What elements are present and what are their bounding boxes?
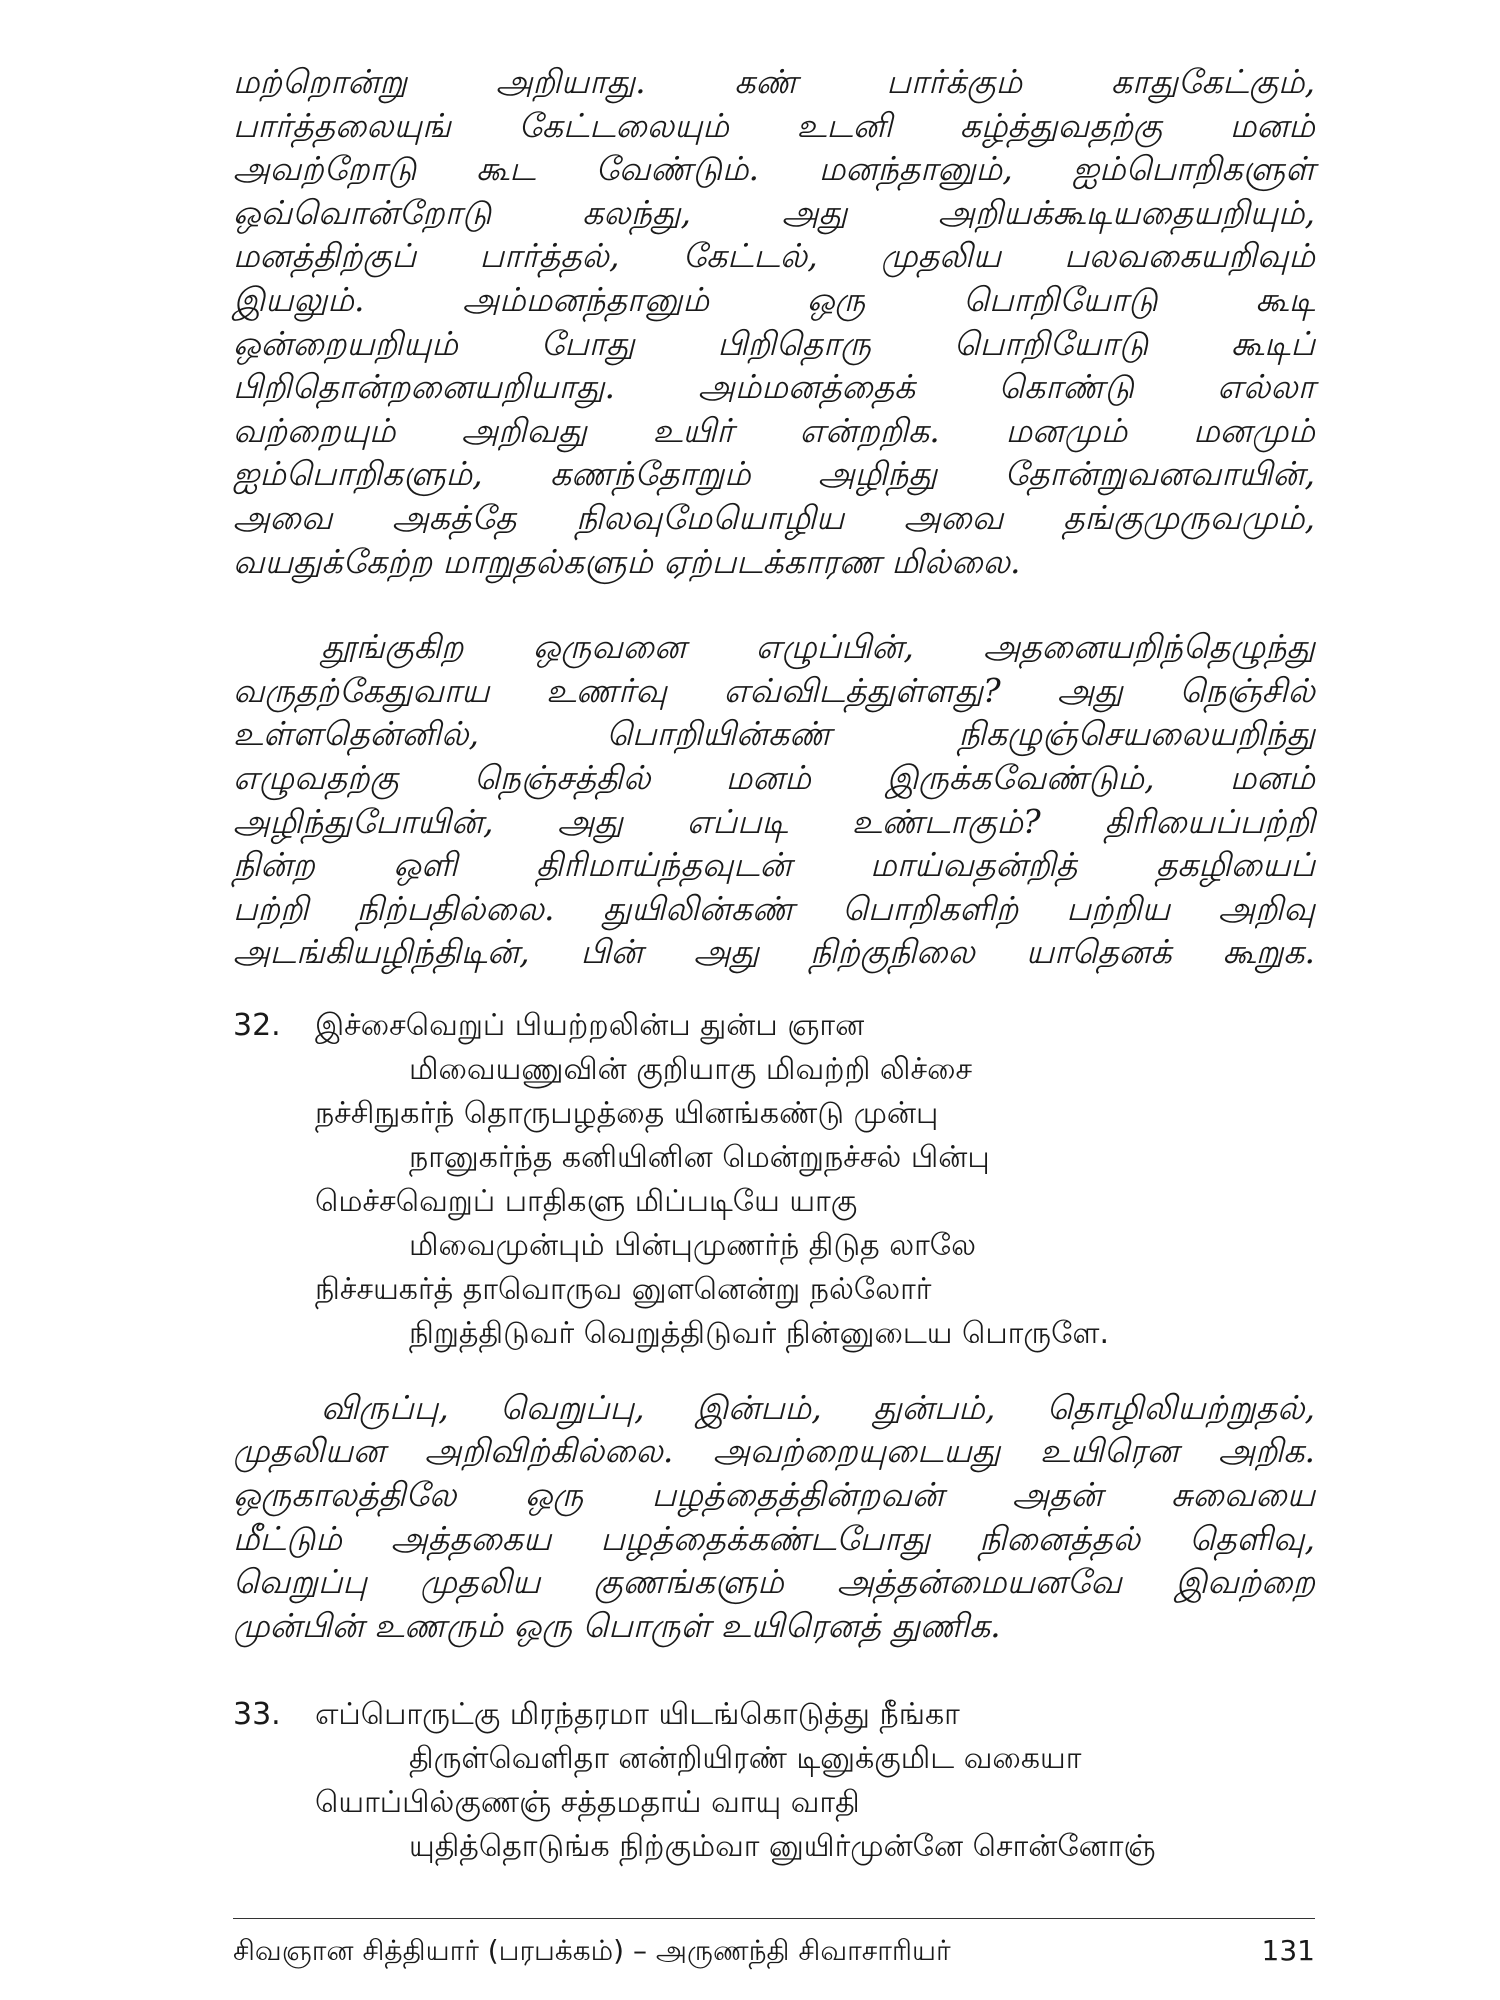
text-line: நின்ற ஒளி திரிமாய்ந்தவுடன் மாய்வதன்றித் தகழியைப் — [233, 845, 1315, 885]
verse-33 — [233, 1693, 1315, 1869]
text-line: உள்ளதென்னில், பொறியின்கண் நிகழுஞ்செயலையறிந்து — [233, 714, 1315, 754]
text-line: மற்றொன்று அறியாது. கண் பார்க்கும் காதுகேட்கும், — [233, 62, 1315, 101]
text-line: அழிந்துபோயின், அது எப்படி உண்டாகும்? திரியைப்பற்றி — [233, 801, 1315, 841]
text-line: அடங்கியழிந்திடின், பின் அது நிற்குநிலை யாதெனக் கூறுக. — [233, 932, 1315, 972]
text-line: முன்பின் உணரும் ஒரு பொருள் உயிரெனத் துணிக. — [233, 1605, 1001, 1645]
verse-line: நிச்சயகர்த் தாவொருவ னுளனென்று நல்லோர் — [315, 1271, 932, 1307]
verse-line: நானுகர்ந்த கனியினின மென்றுநச்சல் பின்பு — [409, 1139, 990, 1175]
text-line: ஒவ்வொன்றோடு கலந்து, அது அறியக்கூடியதையறியும், — [233, 192, 1315, 232]
page-body — [233, 60, 1315, 1869]
verse-line: திருள்வெளிதா னன்றியிரண் டினுக்குமிட வகையா — [409, 1741, 1082, 1777]
book-title: சிவஞான சித்தியார் (பரபக்கம்) – அருணந்தி சிவாசாரியர் — [233, 1934, 951, 1967]
text-line: வற்றையும் அறிவது உயிர் என்றறிக. மனமும் மனமும் — [233, 410, 1315, 450]
verse-line: நச்சிநுகர்ந் தொருபழத்தை யினங்கண்டு முன்பு — [315, 1095, 939, 1131]
text-line: இயலும். அம்மனந்தானும் ஒரு பொறியோடு கூடி — [233, 279, 1315, 319]
page-footer — [233, 1934, 1315, 1971]
text-line: பற்றி நிற்பதில்லை. துயிலின்கண் பொறிகளிற் பற்றிய அறிவு — [233, 888, 1315, 928]
text-line: ஒருகாலத்திலே ஒரு பழத்தைத்தின்றவன் அதன் சுவையை — [233, 1475, 1315, 1515]
verse-line: இச்சைவெறுப் பியற்றலின்ப துன்ப ஞான — [315, 1007, 865, 1043]
verse-line: யொப்பில்குணஞ் சத்தமதாய் வாயு வாதி — [315, 1785, 860, 1821]
footer-divider — [233, 1918, 1315, 1919]
verse-number: 33. — [233, 1697, 281, 1733]
text-line: ஐம்பொறிகளும், கணந்தோறும் அழிந்து தோன்றுவனவாயின், — [233, 454, 1315, 494]
text-line: வருதற்கேதுவாய உணர்வு எவ்விடத்துள்ளது? அது நெஞ்சில் — [233, 670, 1315, 710]
paragraph-2 — [233, 625, 1315, 974]
verse-line: மிவையணுவின் குறியாகு மிவற்றி லிச்சை — [409, 1051, 973, 1087]
page-number: 131 — [1261, 1934, 1315, 1967]
paragraph-3 — [233, 1386, 1315, 1648]
text-line: வயதுக்கேற்ற மாறுதல்களும் ஏற்படக்காரண மில்லை. — [233, 541, 1021, 581]
text-line: தூங்குகிற ஒருவனை எழுப்பின், அதனையறிந்தெழுந்து — [321, 627, 1315, 667]
text-line: வெறுப்பு முதலிய குணங்களும் அத்தன்மையனவே இவற்றை — [233, 1562, 1315, 1602]
text-line: பிறிதொன்றனையறியாது. அம்மனத்தைக் கொண்டு எல்லா — [233, 367, 1315, 407]
text-line: அவை அகத்தே நிலவுமேயொழிய அவை தங்குமுருவமும், — [233, 497, 1315, 537]
verse-line: மிவைமுன்பும் பின்புமுணர்ந் திடுத லாலே — [409, 1227, 976, 1263]
text-line: ஒன்றையறியும் போது பிறிதொரு பொறியோடு கூடிப் — [233, 323, 1315, 363]
text-line: மனத்திற்குப் பார்த்தல், கேட்டல், முதலிய பலவகையறிவும் — [233, 236, 1315, 276]
text-line: எழுவதற்கு நெஞ்சத்தில் மனம் இருக்கவேண்டும், மனம் — [233, 757, 1315, 797]
text-line: முதலியன அறிவிற்கில்லை. அவற்றையுடையது உயிரென அறிக. — [233, 1431, 1315, 1471]
paragraph-1 — [233, 60, 1315, 583]
text-line: விருப்பு, வெறுப்பு, இன்பம், துன்பம், தொழிலியற்றுதல், — [321, 1387, 1315, 1427]
verse-line: நிறுத்திடுவர் வெறுத்திடுவர் நின்னுடைய பொருளே. — [409, 1315, 1110, 1351]
text-line: மீட்டும் அத்தகைய பழத்தைக்கண்டபோது நினைத்தல் தெளிவு, — [233, 1518, 1315, 1558]
verse-line: மெச்சவெறுப் பாதிகளு மிப்படியே யாகு — [315, 1183, 858, 1219]
verse-line: யுதித்தொடுங்க நிற்கும்வா னுயிர்முன்னே சொன்னோஞ் — [409, 1829, 1156, 1865]
verse-line: எப்பொருட்கு மிரந்தரமா யிடங்கொடுத்து நீங்கா — [315, 1697, 960, 1733]
text-line: அவற்றோடு கூட வேண்டும். மனந்தானும், ஐம்பொறிகளுள் — [233, 149, 1315, 189]
verse-number: 32. — [233, 1007, 281, 1043]
text-line: பார்த்தலையுங் கேட்டலையும் உடனி கழ்த்துவதற்கு மனம் — [233, 105, 1315, 145]
verse-32 — [233, 1004, 1315, 1356]
